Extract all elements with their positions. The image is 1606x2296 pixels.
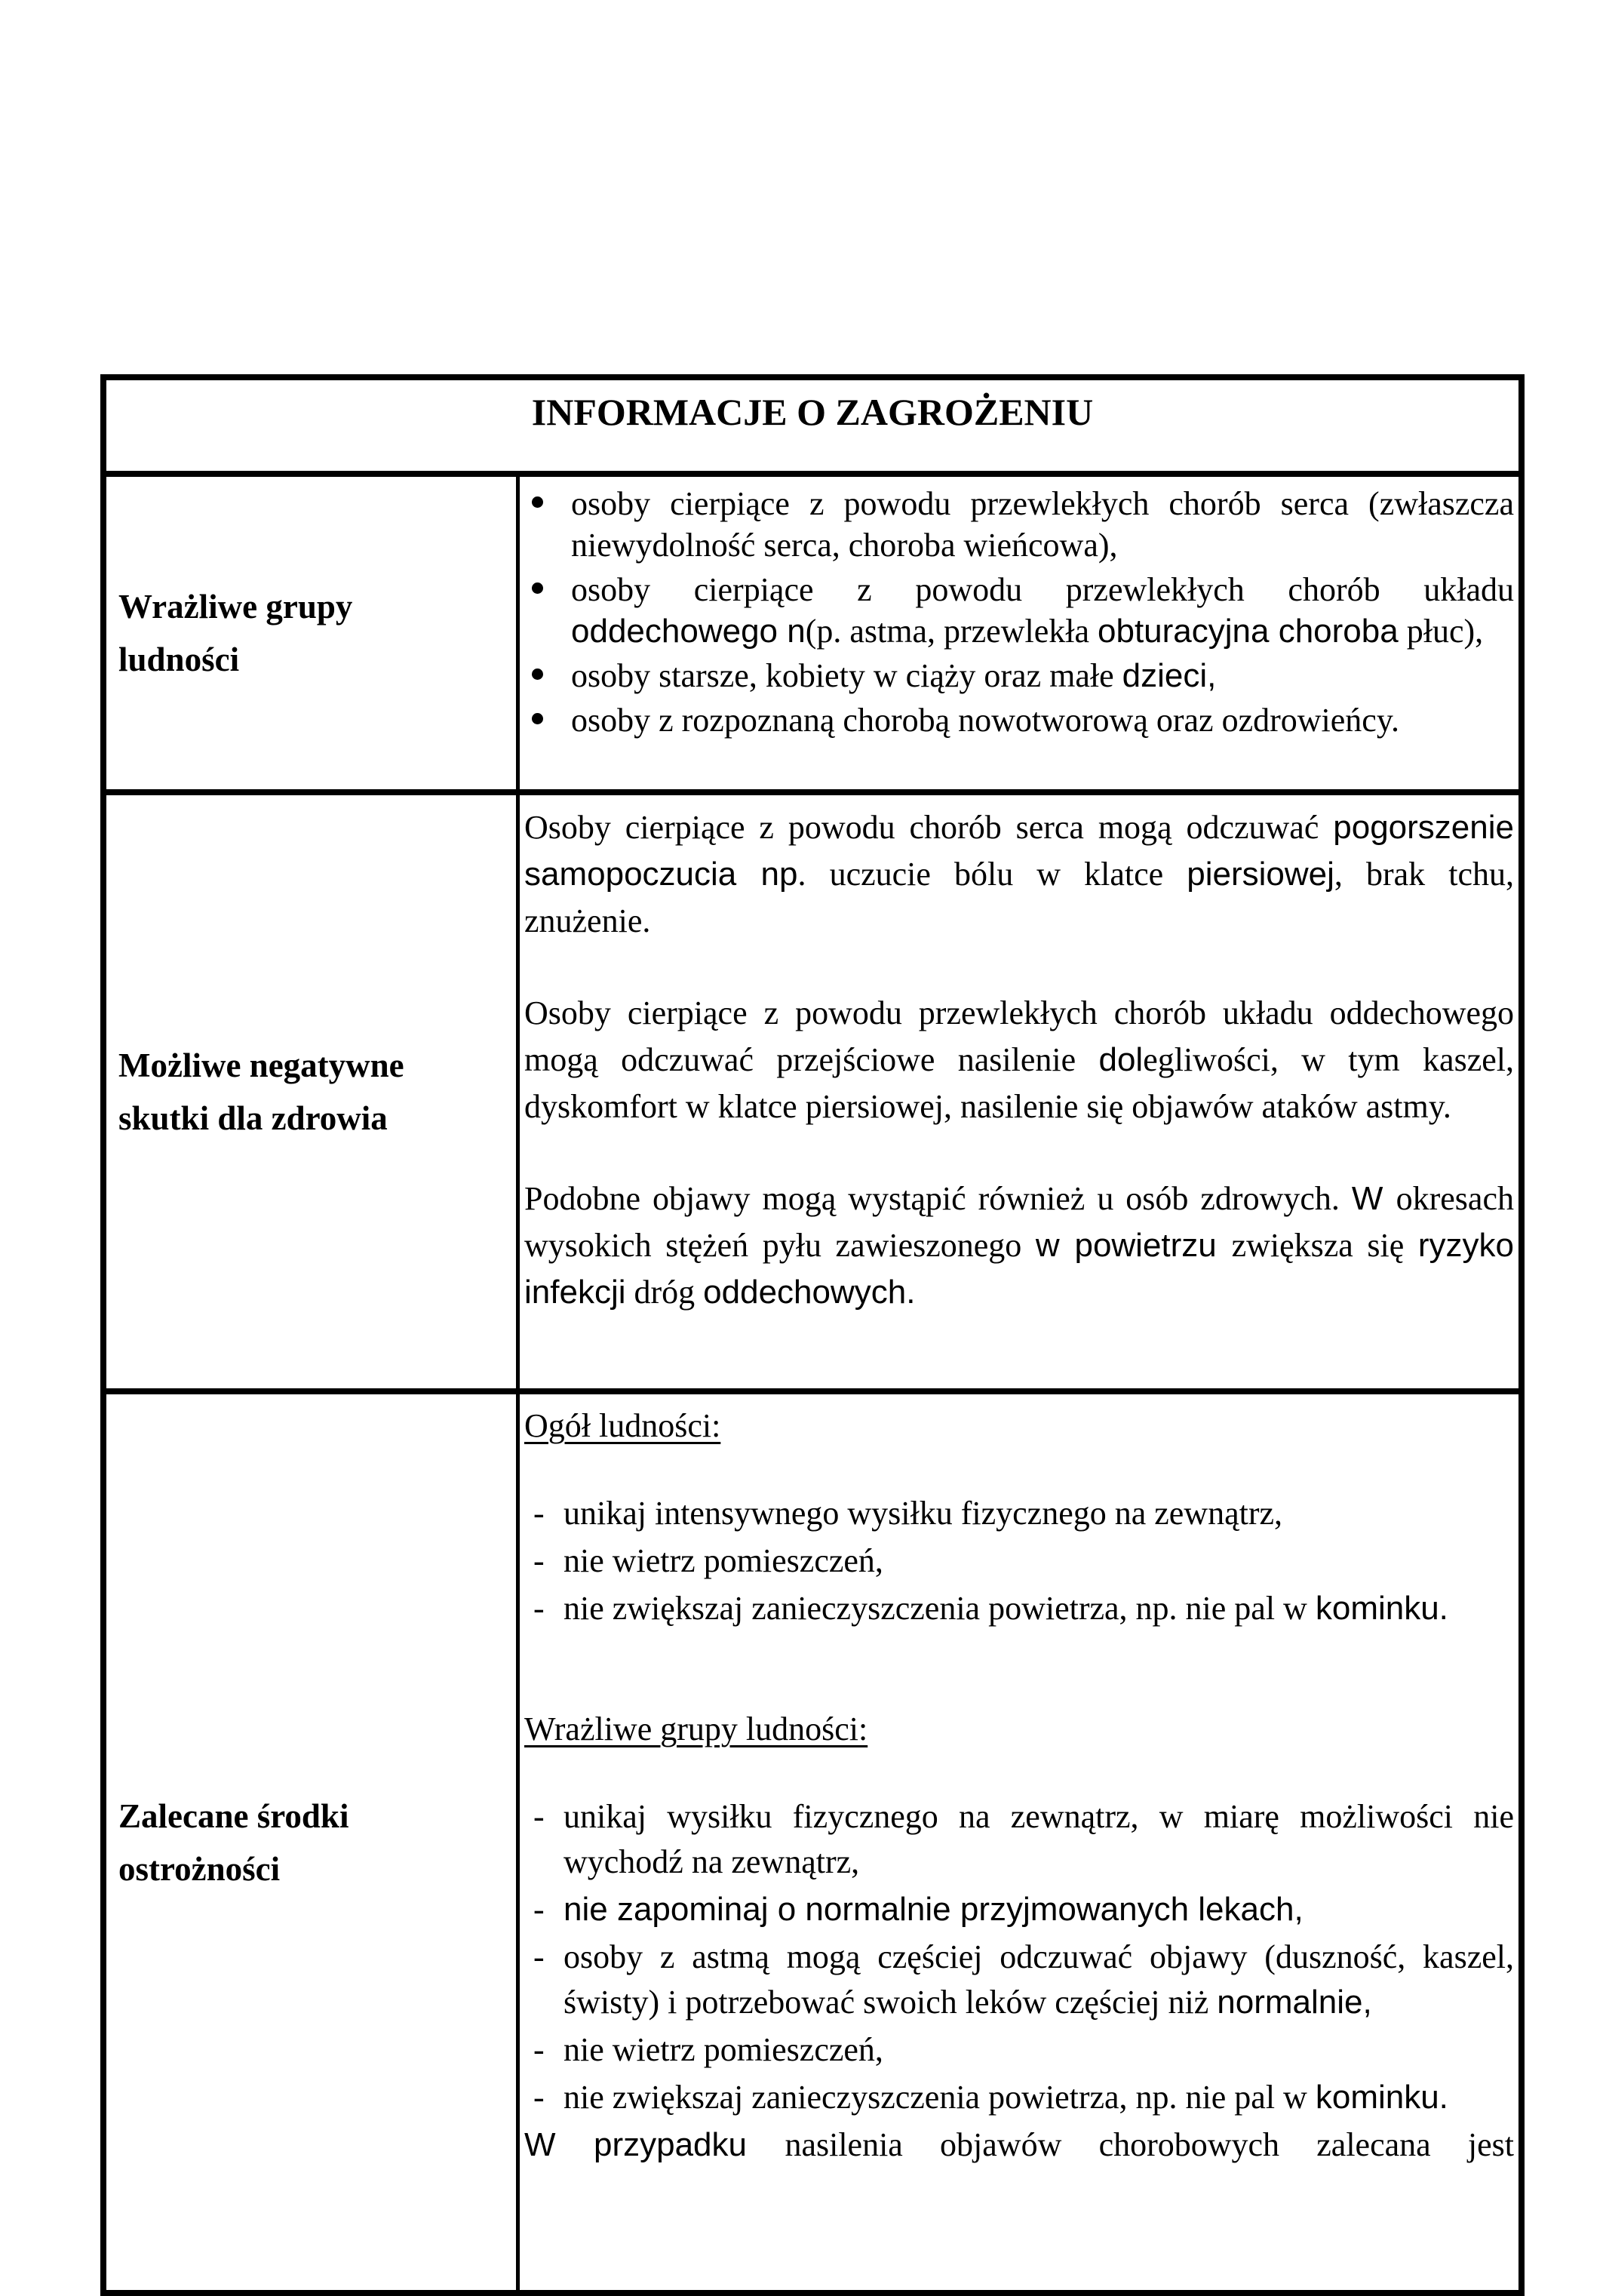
bullet-marker-icon: [532, 713, 543, 724]
text-content: [571, 571, 1514, 650]
dash-item: [524, 1935, 1514, 2025]
text-segment: płuc),: [1398, 613, 1484, 650]
table-row-vulnerable-groups: [106, 477, 1518, 795]
text-content: [563, 1542, 883, 1579]
text-segment: w powietrzu: [1035, 1227, 1232, 1264]
bullet-marker-icon: [532, 669, 543, 680]
text-segment: okresach wysokich stężeń pyłu zawieszonego: [524, 1180, 1514, 1264]
text-content: [524, 1180, 1514, 1311]
dash-item: [524, 1794, 1514, 1885]
text-segment: zwiększa się: [1231, 1227, 1418, 1264]
text-segment: ryzyko infekcji: [524, 1227, 1514, 1311]
row-content-health-effects: [520, 795, 1518, 1388]
dash-marker-icon: -: [533, 1542, 545, 1579]
text-segment: osoby cierpiące z powodu przewlekłych chorób serca (zwłaszcza niewydolność serca, choroba wieńcowa),: [571, 485, 1514, 564]
text-content: [524, 809, 1514, 939]
row-label-cell-precautions: [106, 1394, 520, 2290]
text-segment: Podobne objawy mogą wystąpić również u osób zdrowych.: [524, 1180, 1352, 1217]
dash-item: [524, 2075, 1514, 2120]
text-content: [563, 1495, 1282, 1532]
row-label-vulnerable-groups: Wrażliwe grupy ludności: [118, 588, 353, 678]
text-segment: . uczucie bólu w klatce: [797, 856, 1187, 893]
table-title-row: [106, 380, 1518, 477]
text-segment: Wrażliwe grupy ludności:: [524, 1710, 868, 1747]
section-heading: [524, 1707, 1514, 1752]
text-segment: W przypadku: [524, 2126, 785, 2163]
table-row-precautions: [106, 1394, 1518, 2290]
dash-item: [524, 1887, 1514, 1932]
text-content: [563, 1590, 1448, 1627]
dash-marker-icon: -: [533, 1590, 545, 1627]
text-segment: nasilenia objawów chorobowych zalecana jest: [785, 2126, 1515, 2163]
text-segment: kominku.: [1315, 1590, 1448, 1627]
text-content: [563, 1798, 1514, 1880]
text-segment: nie wietrz pomieszczeń,: [563, 1542, 883, 1579]
text-content: [571, 485, 1514, 564]
text-segment: normalnie,: [1217, 1984, 1372, 2021]
text-content: [563, 2031, 883, 2068]
text-content: [524, 1710, 867, 1747]
dash-marker-icon: -: [533, 1938, 545, 1975]
text-segment: osoby starsze, kobiety w ciąży oraz małe: [571, 657, 1122, 694]
text-content: [563, 2079, 1448, 2116]
text-segment: kominku.: [1315, 2079, 1448, 2116]
paragraph: [524, 2122, 1514, 2168]
text-segment: osoby z astmą mogą częściej odczuwać objawy (duszność, kaszel, świsty) i potrzebować swoich leków częściej niż: [563, 1938, 1514, 2021]
text-segment: nie zapominaj o normalnie przyjmowanych lekach,: [563, 1891, 1304, 1928]
text-segment: osoby cierpiące z powodu przewlekłych chorób układu: [571, 571, 1514, 608]
text-segment: Osoby cierpiące z powodu chorób serca mogą odczuwać: [524, 809, 1334, 846]
dash-item: [524, 1586, 1514, 1631]
text-segment: oddechowego n: [571, 613, 806, 650]
row-label-precautions: Zalecane środki ostrożności: [118, 1797, 349, 1888]
text-segment: dróg: [625, 1274, 704, 1311]
text-segment: unikaj wysiłku fizycznego na zewnątrz, w miarę możliwości nie wychodź na zewnątrz,: [563, 1798, 1514, 1880]
text-content: [571, 657, 1216, 694]
text-segment: W: [1351, 1180, 1396, 1217]
dash-marker-icon: -: [533, 1891, 545, 1928]
text-segment: dol: [1098, 1041, 1144, 1078]
text-segment: pogorszenie samopoczucia np: [524, 809, 1514, 893]
text-segment: unikaj intensywnego wysiłku fizycznego na zewnątrz,: [563, 1495, 1283, 1532]
text-content: [563, 1938, 1514, 2021]
text-content: [524, 2126, 1514, 2163]
text-segment: nie wietrz pomieszczeń,: [563, 2031, 883, 2068]
text-segment: (p. astma, przewlekła: [805, 613, 1098, 650]
text-segment: piersiowej: [1187, 856, 1334, 893]
paragraph: [524, 804, 1514, 945]
text-segment: , brak tchu, znużenie.: [524, 856, 1514, 939]
bullet-item: [524, 699, 1514, 741]
text-segment: Osoby cierpiące z powodu przewlekłych chorób układu oddechowego mogą odczuwać przejściowe nasilenie: [524, 994, 1514, 1078]
dash-marker-icon: -: [533, 2079, 545, 2116]
row-label-health-effects: Możliwe negatywne skutki dla zdrowia: [118, 1047, 404, 1137]
text-segment: oddechowych.: [703, 1274, 916, 1311]
section-heading: [524, 1403, 1514, 1449]
bullet-item: [524, 483, 1514, 566]
bullet-marker-icon: [532, 496, 543, 508]
text-segment: nie zwiększaj zanieczyszczenia powietrza, np. nie pal w: [563, 2079, 1316, 2116]
text-content: [571, 702, 1399, 739]
text-segment: osoby z rozpoznaną chorobą nowotworową oraz ozdrowieńcy.: [571, 702, 1399, 739]
table-row-health-effects: [106, 795, 1518, 1394]
text-segment: obturacyjna choroba: [1098, 613, 1399, 650]
text-content: [563, 1891, 1304, 1928]
dash-item: [524, 1491, 1514, 1536]
bullet-marker-icon: [532, 582, 543, 594]
row-label-cell-health-effects: [106, 795, 520, 1388]
text-segment: dzieci,: [1122, 657, 1217, 694]
bullet-item: [524, 569, 1514, 652]
text-content: [524, 994, 1514, 1125]
row-label-cell-vulnerable-groups: [106, 477, 520, 789]
dash-marker-icon: -: [533, 2031, 545, 2068]
text-segment: nie zwiększaj zanieczyszczenia powietrza, np. nie pal w: [563, 1590, 1316, 1627]
bullet-item: [524, 655, 1514, 696]
hazard-info-table: [100, 374, 1525, 2296]
paragraph: [524, 1176, 1514, 1316]
text-segment: Ogół ludności:: [524, 1407, 721, 1444]
dash-item: [524, 1538, 1514, 1584]
paragraph: [524, 990, 1514, 1130]
table-title: INFORMACJE O ZAGROŻENIU: [531, 391, 1094, 433]
dash-marker-icon: -: [533, 1798, 545, 1835]
row-content-vulnerable-groups: [520, 477, 1518, 789]
dash-item: [524, 2027, 1514, 2073]
text-segment: egliwości, w tym kaszel, dyskomfort w klatce piersiowej, nasilenie się objawów ataków astmy.: [524, 1041, 1514, 1125]
row-content-precautions: [520, 1394, 1518, 2290]
text-content: [524, 1407, 720, 1444]
dash-marker-icon: -: [533, 1495, 545, 1532]
